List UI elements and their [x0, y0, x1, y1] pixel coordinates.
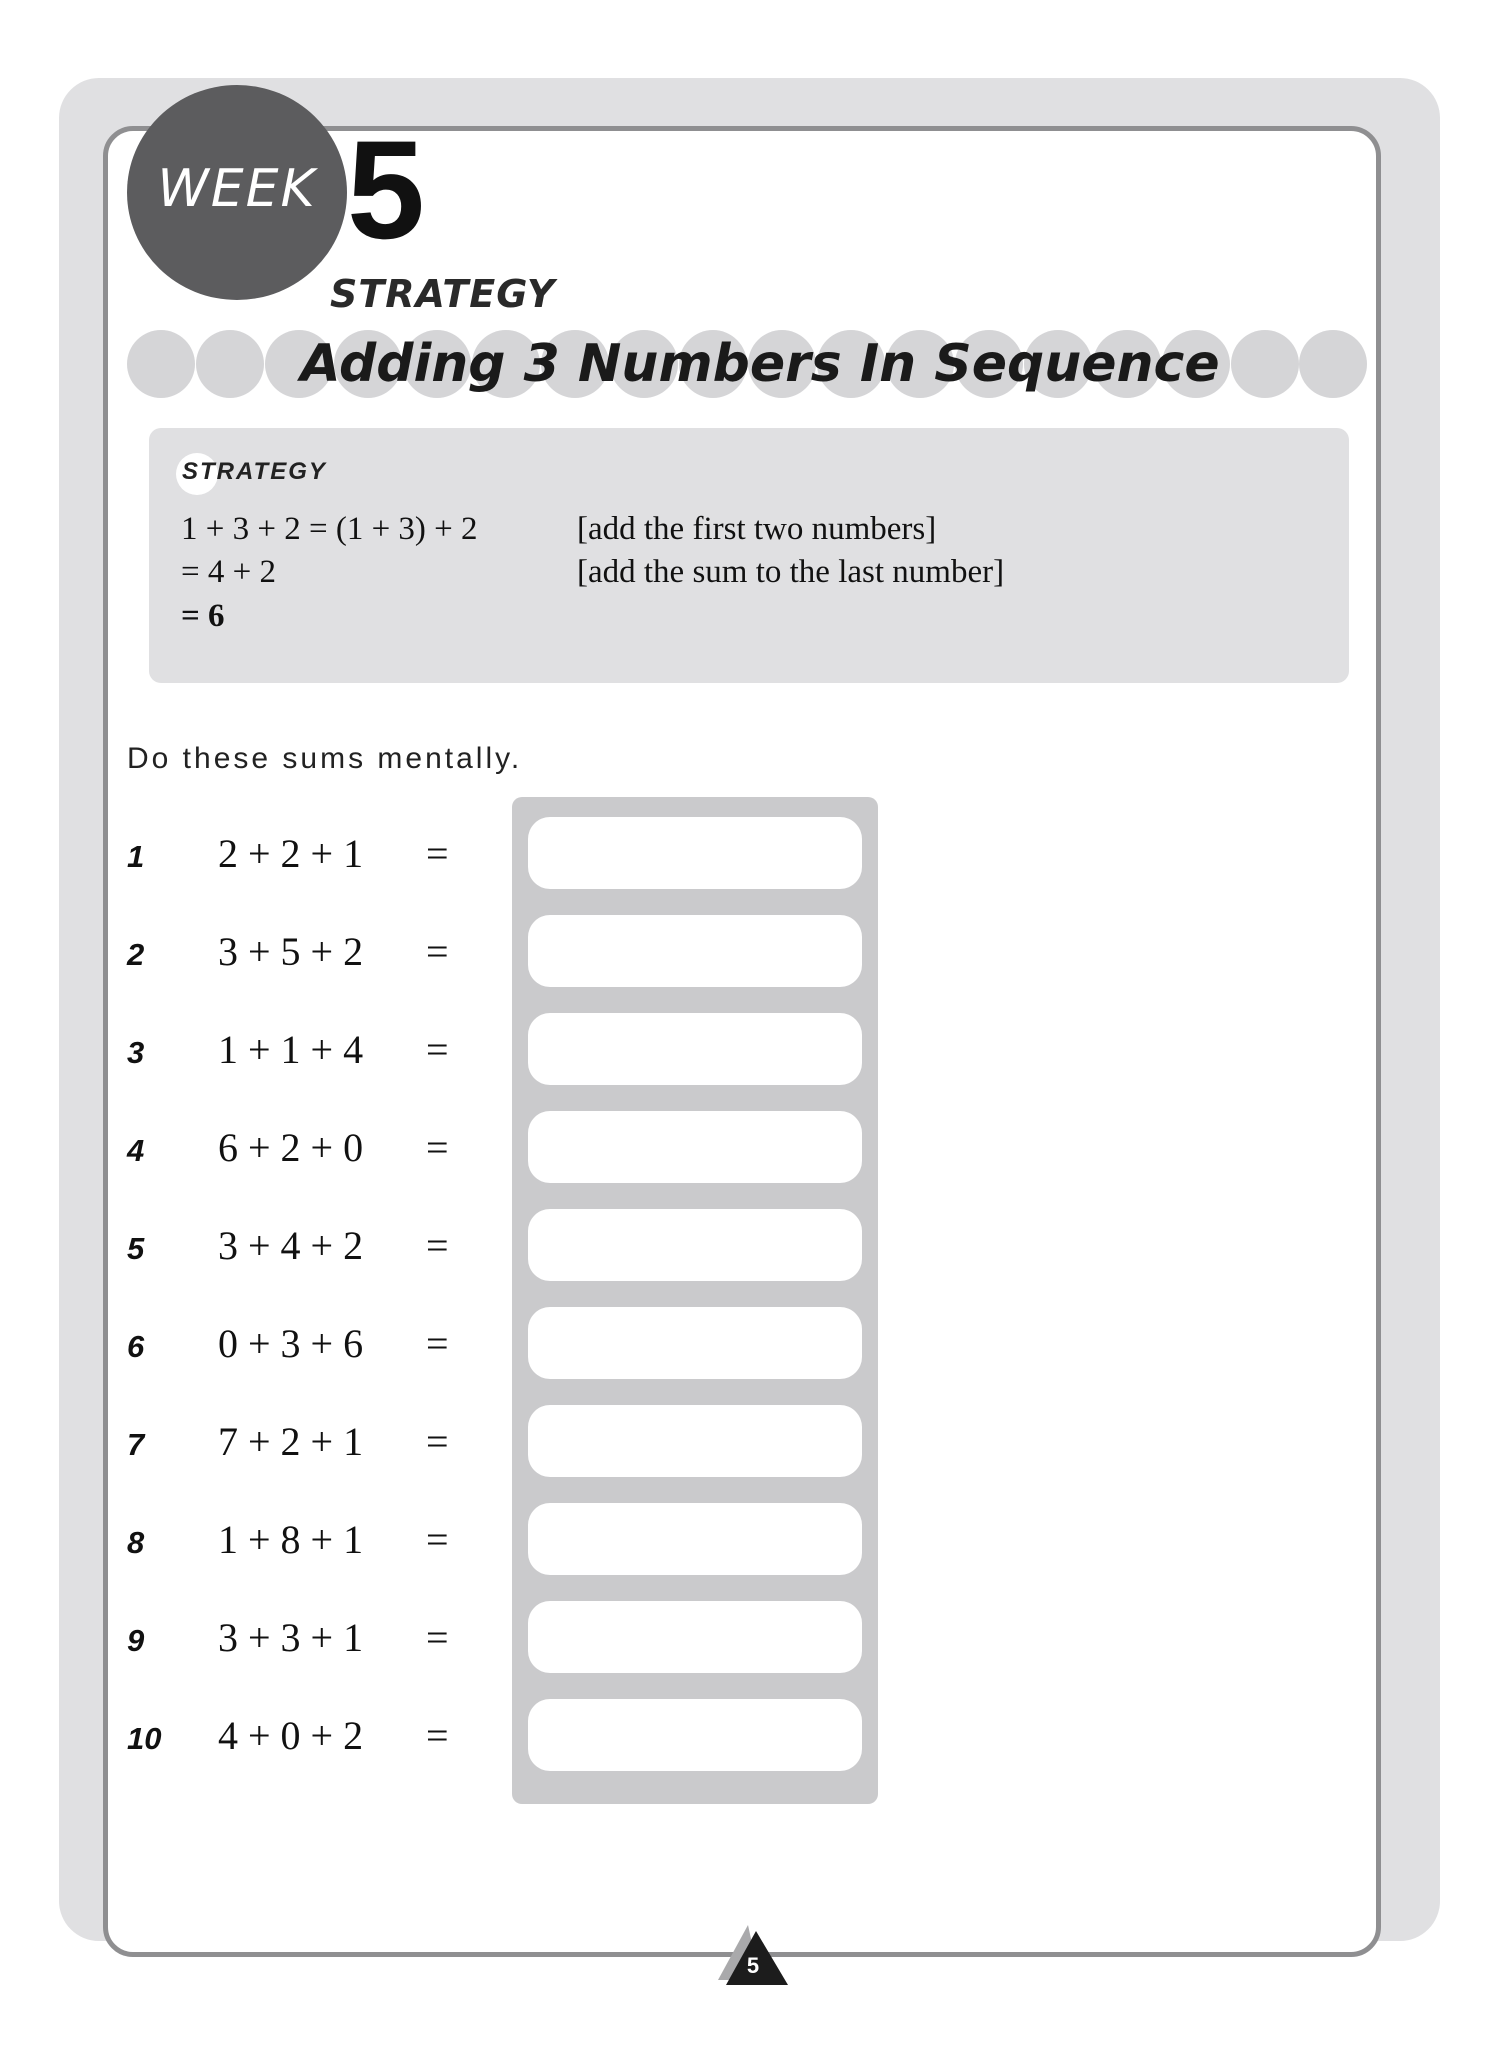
question-expression: 1 + 8 + 1 [218, 1517, 364, 1562]
question-number: 9 [127, 1623, 145, 1658]
answer-box[interactable] [528, 1405, 862, 1477]
answer-box[interactable] [528, 1699, 862, 1771]
equals-sign: = [426, 1713, 449, 1758]
question-expression: 3 + 4 + 2 [218, 1223, 364, 1268]
strategy-note: [add the sum to the last number] [577, 554, 1005, 590]
week-badge [127, 85, 347, 300]
answer-box[interactable] [528, 915, 862, 987]
question-expression: 3 + 3 + 1 [218, 1615, 364, 1660]
strategy-expression: = 4 + 2 [181, 554, 276, 590]
question-expression: 3 + 5 + 2 [218, 929, 364, 974]
answer-box[interactable] [528, 1013, 862, 1085]
question-number: 6 [127, 1329, 145, 1364]
page-title: Adding 3 Numbers In Sequence [300, 334, 1220, 394]
question-expression: 0 + 3 + 6 [218, 1321, 364, 1366]
equals-sign: = [426, 1517, 449, 1562]
question-expression: 4 + 0 + 2 [218, 1713, 364, 1758]
question-number: 4 [127, 1133, 145, 1168]
question-number: 7 [127, 1427, 145, 1462]
question-expression: 2 + 2 + 1 [218, 831, 364, 876]
answer-box[interactable] [528, 1503, 862, 1575]
answer-box[interactable] [528, 1209, 862, 1281]
answer-box[interactable] [528, 817, 862, 889]
equals-sign: = [426, 1027, 449, 1072]
question-expression: 7 + 2 + 1 [218, 1419, 364, 1464]
page-number: 5 [746, 1953, 760, 1978]
equals-sign: = [426, 1419, 449, 1464]
equals-sign: = [426, 1321, 449, 1366]
question-number: 8 [127, 1525, 145, 1560]
equals-sign: = [426, 1615, 449, 1660]
strategy-heading-label: STRATEGY [182, 458, 327, 485]
question-number: 10 [127, 1721, 162, 1756]
week-number: 5 [347, 111, 421, 268]
equals-sign: = [426, 1223, 449, 1268]
strategy-result: = 6 [181, 598, 225, 634]
answer-box[interactable] [528, 1111, 862, 1183]
strategy-expression: 1 + 3 + 2 = (1 + 3) + 2 [181, 511, 478, 547]
equals-sign: = [426, 929, 449, 974]
answer-box[interactable] [528, 1601, 862, 1673]
question-number: 2 [127, 937, 145, 972]
strategy-box [149, 428, 1349, 683]
instruction-text: Do these sums mentally. [127, 742, 523, 775]
question-number: 1 [127, 839, 145, 874]
strategy-heading [182, 458, 327, 486]
question-number: 5 [127, 1231, 145, 1266]
strategy-note: [add the first two numbers] [577, 511, 937, 547]
strategy-tag: STRATEGY [330, 272, 556, 316]
answer-box[interactable] [528, 1307, 862, 1379]
question-expression: 6 + 2 + 0 [218, 1125, 364, 1170]
question-expression: 1 + 1 + 4 [218, 1027, 364, 1072]
equals-sign: = [426, 831, 449, 876]
week-label: WEEK [157, 158, 317, 219]
question-number: 3 [127, 1035, 145, 1070]
equals-sign: = [426, 1125, 449, 1170]
